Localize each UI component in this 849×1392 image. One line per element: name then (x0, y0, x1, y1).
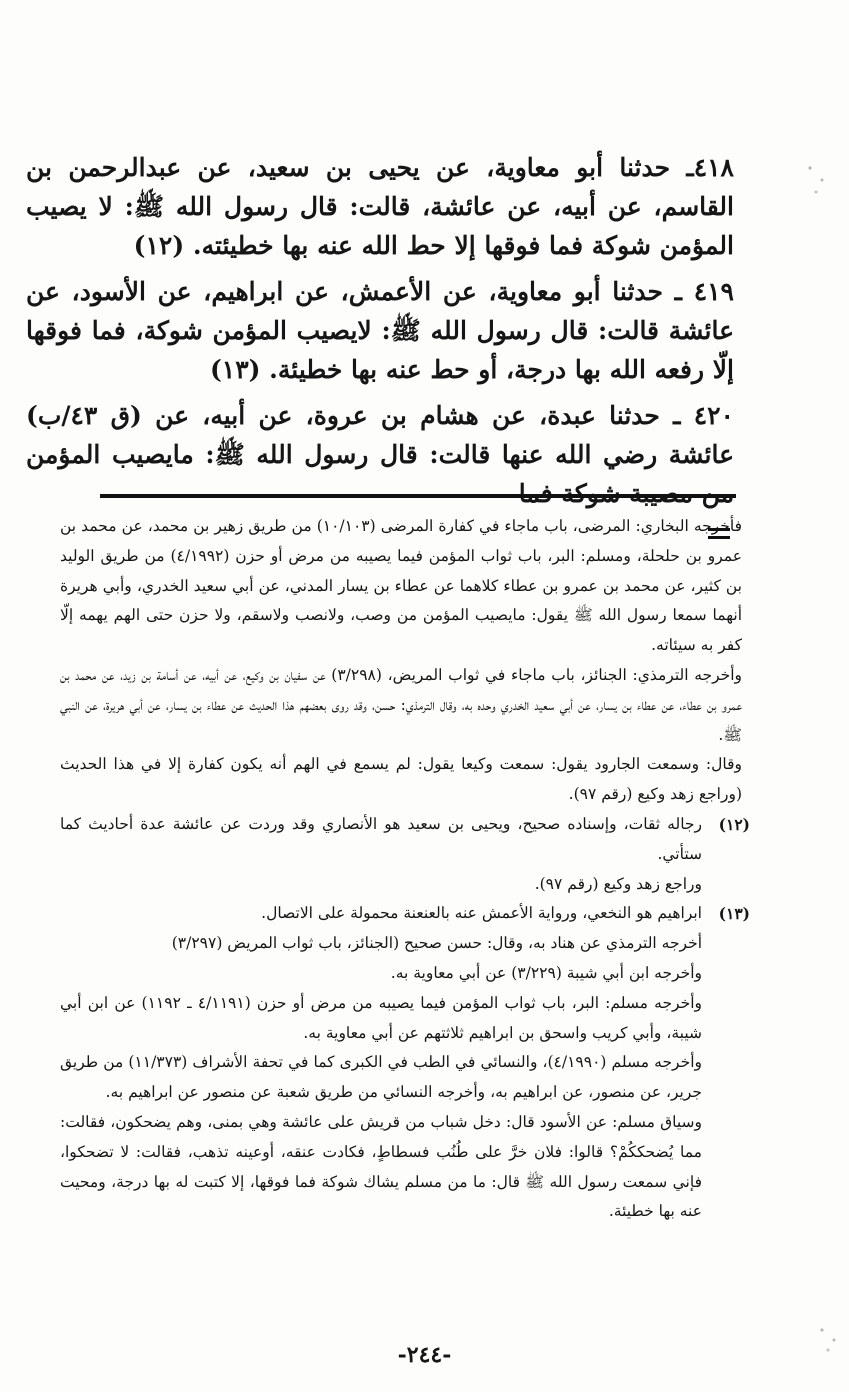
footnote-text: وسياق مسلم: عن الأسود قال: دخل شباب من قريش على عائشة وهي بمنى، وهم يضحكون، فقالت: مما يُضحككُمْ؟ قالوا: فلان خرَّ على طُنُب فسطاطٍ، فكادت عنقه، أوعينه تذهب، فقالت: لا تضحكوا، فإني سمعت رسول الله ﷺ قال: ما من مسلم يشاك شوكة فما فوقها، إلا كتبت له بها درجة، ومحيت عنه بها خطيئة. (60, 1112, 702, 1221)
footnote-text: وأخرجه مسلم (٤/١٩٩٠)، والنسائي في الطب في الكبرى كما في تحفة الأشراف (١١/٣٧٣) من طريق جرير، عن منصور، عن ابراهيم به، وأخرجه النسائي من طريق شعبة عن منصور عن ابراهيم به. (60, 1053, 702, 1102)
page-number: -٢٤٤- (397, 1342, 452, 1368)
hadith-419: ٤١٩ ـ حدثنا أبو معاوية، عن الأعمش، عن ابراهيم، عن الأسود، عن عائشة قالت: قال رسول الله ﷺ: لايصيب المؤمن شوكة، فما فوقها إلّا رفعه الله بها درجة، أو حط عنه بها خطيئة. (١٣) (26, 277, 734, 384)
footnote-continuation: وأخرجه الترمذي: الجنائز، باب ماجاء في ثواب المريض، (٣/٢٩٨) عن سفيان بن وكيع، عن أبيه، عن أسامة بن زيد، عن محمد بن عمرو بن عطاء، عن عطاء بن يسار، عن أبي سعيد الخدري وحده به، وقال الترمذي: حسن، وقد روى بعضهم هذا الحديث عن عطاء بن يسار، عن أبي هريرة، عن النبي ﷺ. (60, 665, 743, 744)
footnote-13 (60, 899, 750, 1227)
footnote-text: وأخرجه مسلم: البر، باب ثواب المؤمن فيما يصيبه من مرض أو حزن (٤/١١٩١ ـ ١١٩٢) عن ابن أبي شيبة، وأبي كريب واسحق بن ابراهيم ثلاثتهم عن أبي معاوية به. (60, 993, 702, 1042)
footnote-continuation: وقال: وسمعت الجارود يقول: سمعت وكيعا يقول: لم يسمع في الهم أنه يكون كفارة إلا في هذا الحديث (وراجع زهد وكيع (رقم ٩٧). (60, 755, 742, 804)
hadith-420: ٤٢٠ ـ حدثنا عبدة، عن هشام بن عروة، عن أبيه، عن (ق ٤٣/ب) عائشة رضي الله عنها قالت: قال رسول الله ﷺ: مايصيب المؤمن (26, 401, 734, 469)
footnote-number: (١٢) (718, 814, 750, 834)
footnote-text: وأخرجه ابن أبي شيبة (٣/٢٢٩) عن أبي معاوية به. (390, 963, 702, 982)
footnote-12 (60, 810, 750, 899)
footnote-text: أخرجه الترمذي عن هناد به، وقال: حسن صحيح (الجنائز، باب ثواب المريض (٣/٢٩٧) (171, 934, 702, 953)
footnotes (60, 512, 750, 1227)
hadith-418: ٤١٨ـ حدثنا أبو معاوية، عن يحيى بن سعيد، عن عبدالرحمن بن القاسم، عن أبيه، عن عائشة، قالت: قال رسول الله ﷺ: لا يصيب المؤمن شوكة فما فوقها إلا حط الله عنه بها خطيئته. (١٢) (26, 153, 734, 260)
footnote-continuation: فأخرجه البخاري: المرضى، باب ماجاء في كفارة المرضى (١٠/١٠٣) من طريق زهير بن محمد، عن محمد بن عمرو بن حلحلة، ومسلم: البر، باب ثواب المؤمن فيما يصيبه من مرض أو حزن (٤/١٩٩٢) من طريق الوليد بن كثير، عن محمد بن عمرو بن عطاء كلاهما عن عطاء بن يسار المدني، عن أبي سعيد الخدري، وأبي هريرة أنهما سمعا رسول الله ﷺ يقول: مايصيب المؤمن من وصب، ولانصب ولاسقم، ولا حزن حتى الهم يهمه إلّا كفر به سيئاته. (60, 517, 743, 655)
scan-speck (798, 150, 838, 210)
footnote-separator (100, 494, 736, 498)
footnote-text: ابراهيم هو النخعي، ورواية الأعمش عنه بالعنعنة محمولة على الاتصال. (261, 904, 702, 923)
footnote-text: وراجع زهد وكيع (رقم ٩٧). (534, 874, 702, 893)
hadith-text (26, 148, 734, 520)
footnote-number: (١٣) (718, 904, 750, 924)
footnote-text: رجاله ثقات، وإسناده صحيح، ويحيى بن سعيد هو الأنصاري وقد وردت عن عائشة عدة أحاديث كما ستأتي. (60, 814, 702, 863)
